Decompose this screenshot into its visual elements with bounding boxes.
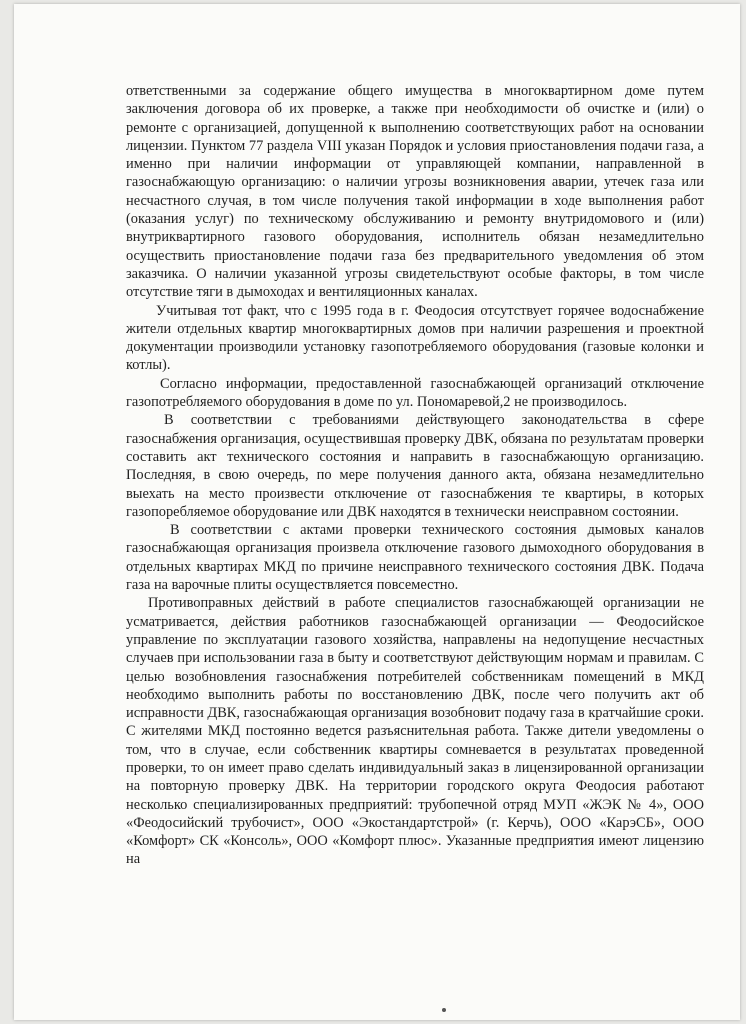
paragraph-2: Учитывая тот факт, что с 1995 года в г. Феодосия отсутствует горячее водоснабжение жители отдельных квартир многоквартирных домов при наличии разрешения и проектной документации производили установку газопотребляемого оборудования (газовые колонки и котлы). — [126, 302, 704, 374]
document-sheet — [14, 4, 740, 1020]
paragraph-6: Противоправных действий в работе специалистов газоснабжающей организации не усматривается, действия работников газоснабжающей организации — Феодосийское управление по эксплуатации газового хозяйства, направлены на недопущение несчастных случаев при использовании газа в быту и соответствуют действующим нормам и правилам. С целью возобновления газоснабжения потребителей собственникам помещений в МКД необходимо выполнить работы по восстановлению ДВК, после чего получить акт об исправности ДВК, газоснабжающая организация возобновит подачу газа в кратчайшие сроки. — [126, 595, 704, 722]
paragraph-3: Согласно информации, предоставленной газоснабжающей организаций отключение газопотребляемого оборудования в доме по ул. Пономаревой,2 не производилось. — [126, 375, 704, 411]
scan-dot — [442, 1008, 446, 1012]
paragraph-5: В соответствии с актами проверки технического состояния дымовых каналов газоснабжающая организация произвела отключение газового дымоходного оборудования в отдельных квартирах МКД по причине неисправного технического состояния ДВК. Подача газа на варочные плиты осуществляется повсеместно. — [126, 522, 704, 594]
paragraph-7: С жителями МКД постоянно ведется разъяснительная работа. Также дители уведомлены о том, что в случае, если собственник квартиры сомневается в результатах проведенной проверки, то он имеет право сделать индивидуальный заказ в лицензированной организации на повторную проверку ДВК. На территории городского округа Феодосия работают несколько специализированных предприятий: трубопечной отряд МУП «ЖЭК № 4», ООО «Феодосийский трубочист», ООО «Экостандартстрой» (г. Керчь), ООО «КарэСБ», ООО «Комфорт» СК «Консоль», ООО «Комфорт плюс». Указанные предприятия имеют лицензию на — [126, 723, 704, 868]
document-body — [126, 82, 704, 869]
paragraph-4: В соответствии с требованиями действующего законодательства в сфере газоснабжения организация, осуществившая проверку ДВК, обязана по результатам проверки составить акт технического состояния и направить в газоснабжающую организацию. Последняя, в свою очередь, по мере получения данного акта, обязана незамедлительно выехать на место произвести отключение от газоснабжения те квартиры, в которых газопоребляемое оборудование или ДВК находятся в технически неисправном состоянии. — [126, 412, 704, 520]
paragraph-1: ответственными за содержание общего имущества в многоквартирном доме путем заключения договора об их проверке, а также при необходимости об очистке и (или) о ремонте с организацией, допущенной к выполнению соответствующих работ на основании лицензии. Пунктом 77 раздела VIII указан Порядок и условия приостановления подачи газа, а именно при наличии информации от управляющей компании, направленной в газоснабжающую организацию: о наличии угрозы возникновения аварии, утечек газа или несчастного случая, в том числе получения такой информации в ходе выполнения работ (оказания услуг) по техническому обслуживанию и ремонту внутридомового и (или) внутриквартирного газового оборудования, исполнитель обязан незамедлительно осуществить приостановление подачи газа без предварительного уведомления об этом заказчика. О наличии указанной угрозы свидетельствуют особые факторы, в том числе отсутствие тяги в дымоходах и вентиляционных каналах. — [126, 83, 704, 301]
